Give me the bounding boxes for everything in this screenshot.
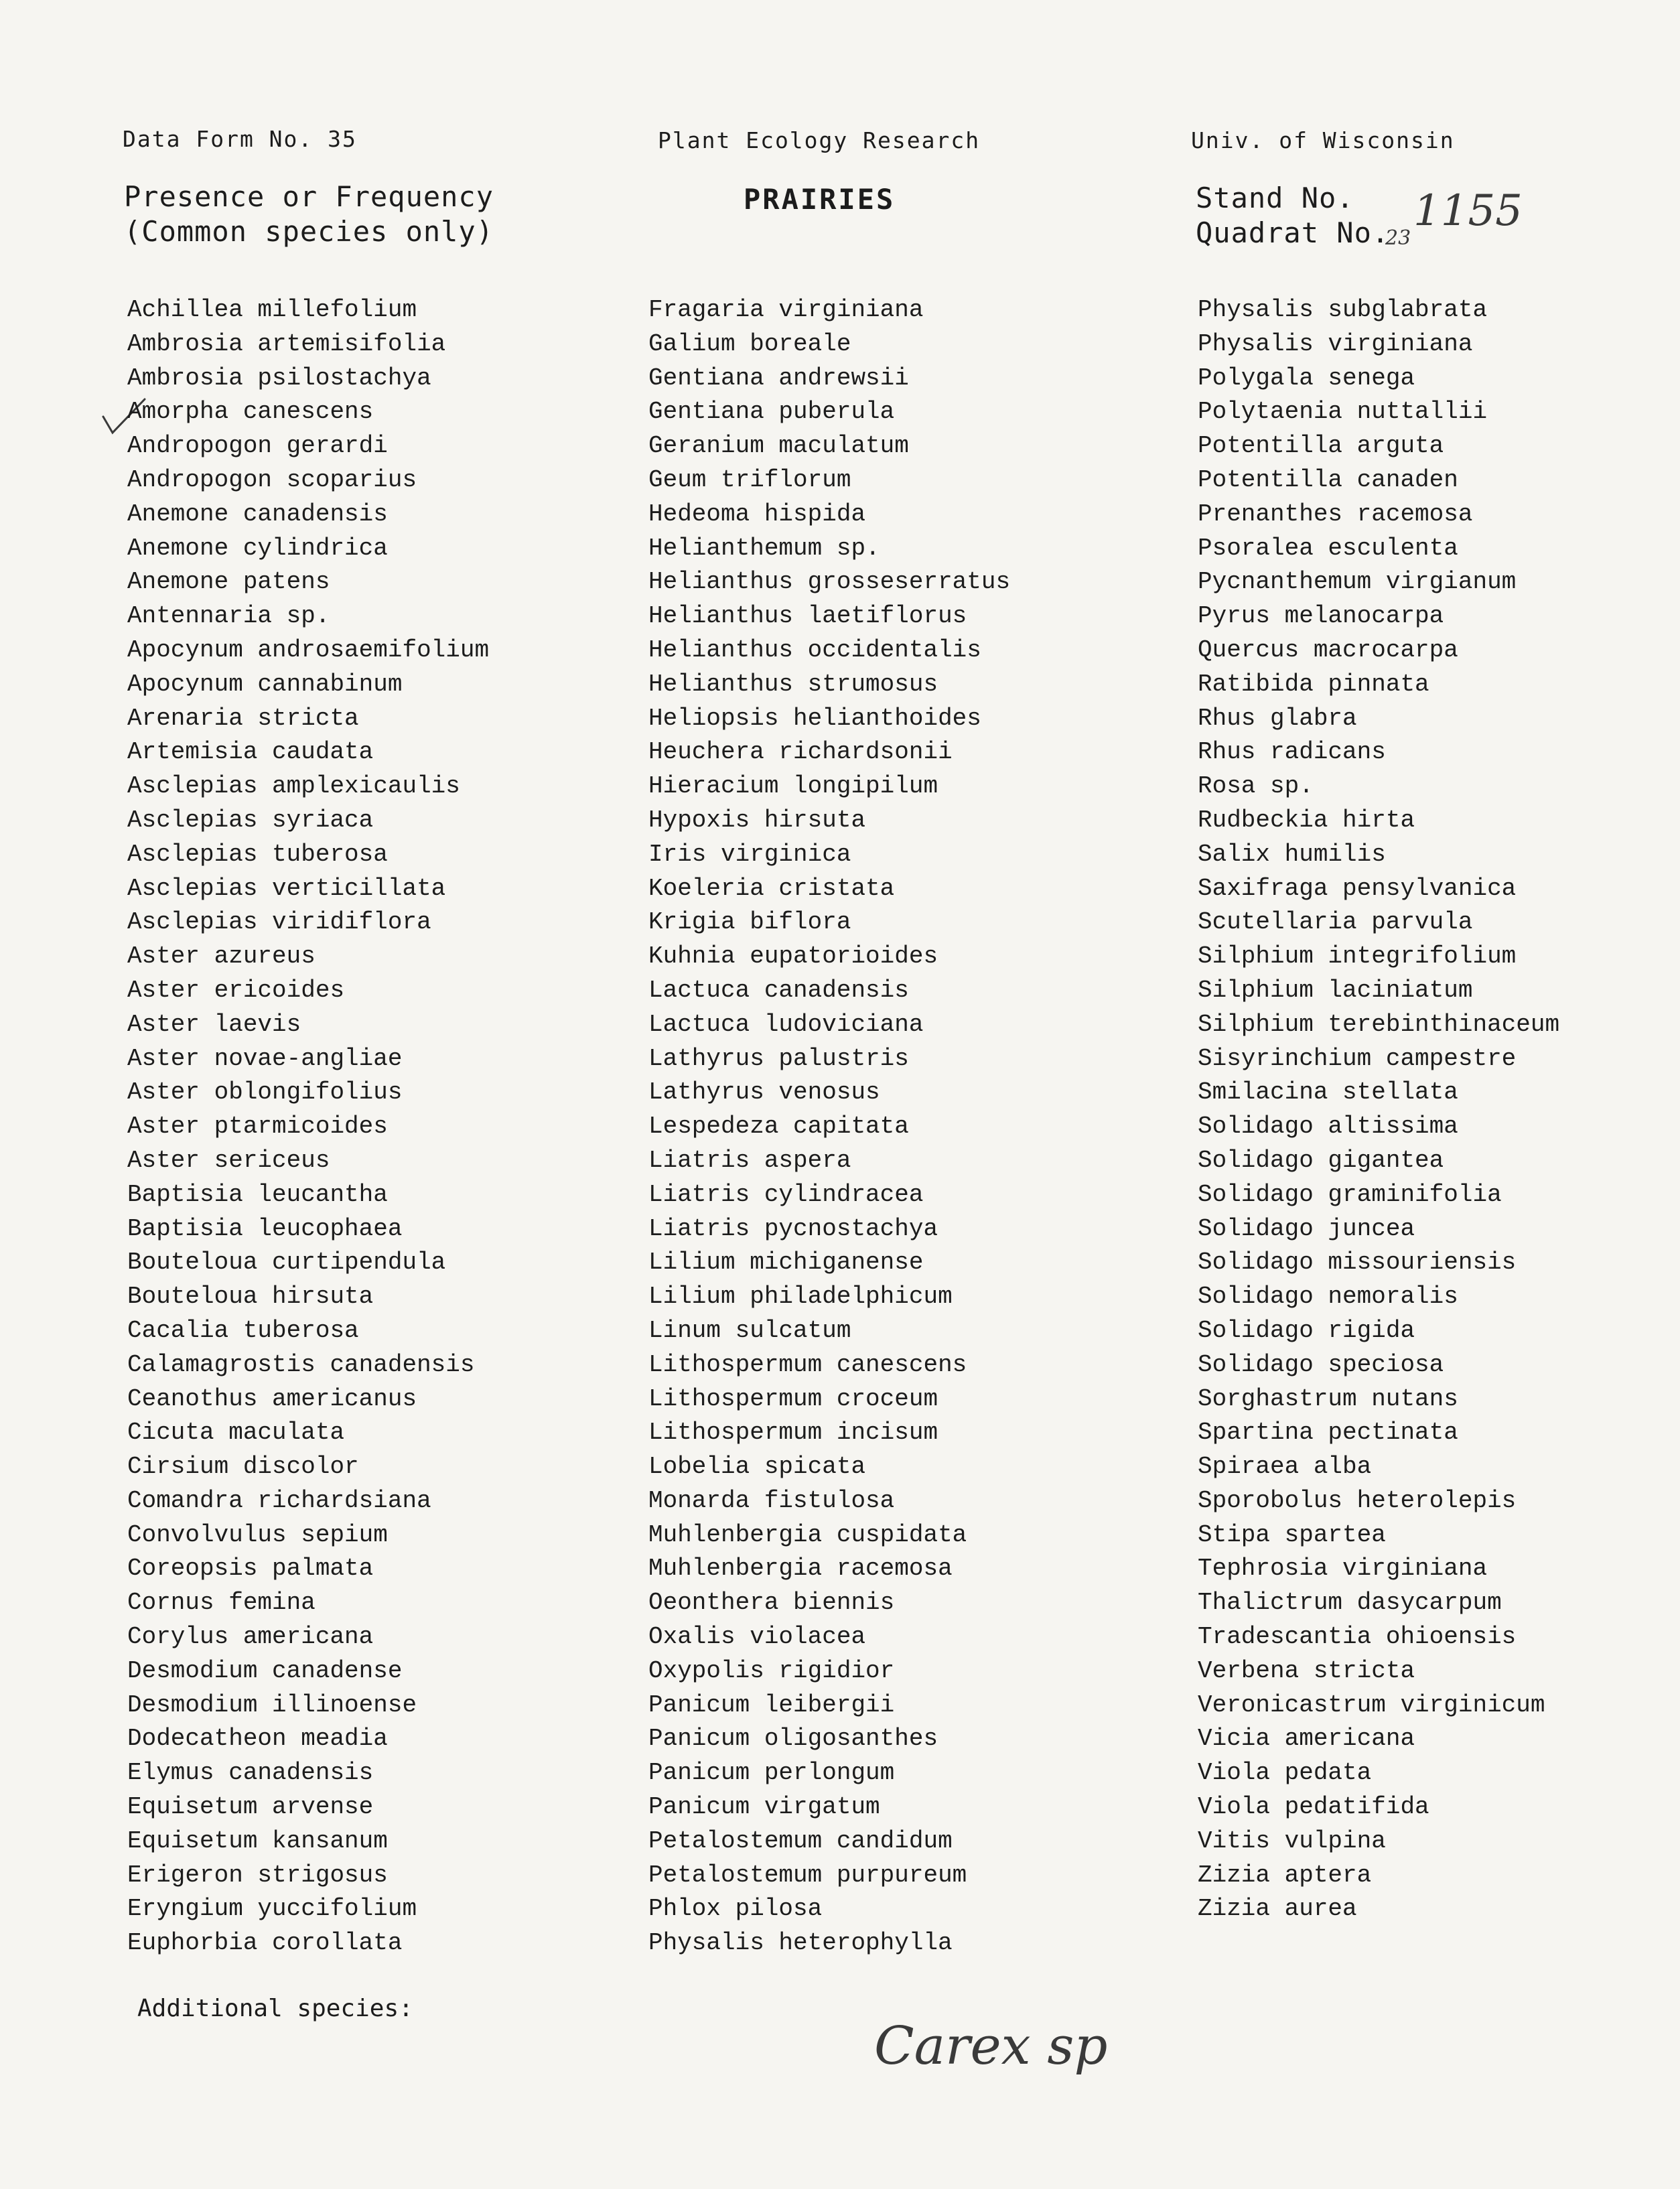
species-item: Helianthus laetiflorus	[648, 602, 967, 630]
species-item: Arenaria stricta	[127, 704, 359, 732]
species-item: Equisetum arvense	[127, 1793, 374, 1821]
species-item: Iris virginica	[648, 840, 851, 868]
species-item: Physalis virginiana	[1198, 330, 1473, 358]
species-item: Panicum virgatum	[648, 1793, 880, 1821]
species-item: Prenanthes racemosa	[1198, 500, 1473, 528]
species-item: Desmodium illinoense	[127, 1691, 417, 1719]
species-item: Sorghastrum nutans	[1198, 1385, 1458, 1413]
prairies-title: PRAIRIES	[744, 183, 896, 216]
species-item: Convolvulus sepium	[127, 1521, 388, 1549]
stand-quadrat-labels: Stand No. Quadrat No.	[1196, 182, 1390, 249]
species-item: Zizia aptera	[1198, 1861, 1372, 1889]
species-item: Hedeoma hispida	[648, 500, 866, 528]
species-item: Asclepias viridiflora	[127, 908, 431, 936]
species-item: Lithospermum canescens	[648, 1350, 967, 1379]
species-item: Aster ericoides	[127, 976, 345, 1004]
species-item: Oxypolis rigidior	[648, 1656, 895, 1685]
species-item: Smilacina stellata	[1198, 1078, 1458, 1107]
species-item: Polytaenia nuttallii	[1198, 398, 1488, 426]
species-item: Panicum perlongum	[648, 1759, 895, 1787]
species-item: Rhus radicans	[1198, 738, 1386, 766]
research-heading: Plant Ecology Research	[658, 127, 981, 153]
species-item: Gentiana puberula	[648, 398, 895, 426]
species-item: Helianthus strumosus	[648, 670, 938, 698]
species-item: Aster laevis	[127, 1010, 301, 1038]
species-item: Lithospermum incisum	[648, 1419, 938, 1447]
species-item: Solidago juncea	[1198, 1214, 1415, 1243]
species-item: Lactuca canadensis	[648, 976, 909, 1004]
species-column-2	[648, 293, 1010, 1961]
presence-frequency-title: Presence or Frequency (Common species only)	[124, 180, 494, 248]
species-item: Kuhnia eupatorioides	[648, 942, 938, 971]
species-item: Gentiana andrewsii	[648, 364, 909, 392]
species-item: Erigeron strigosus	[127, 1861, 388, 1889]
species-item: Pycnanthemum virgianum	[1198, 568, 1517, 596]
species-item: Aster sericeus	[127, 1146, 330, 1174]
species-item: Hypoxis hirsuta	[648, 806, 866, 834]
species-item: Lithospermum croceum	[648, 1385, 938, 1413]
species-item: Vicia americana	[1198, 1725, 1415, 1753]
species-item: Monarda fistulosa	[648, 1486, 895, 1514]
species-item: Cirsium discolor	[127, 1453, 359, 1481]
species-item: Silphium integrifolium	[1198, 942, 1517, 971]
species-item: Zizia aurea	[1198, 1895, 1357, 1923]
species-item: Dodecatheon meadia	[127, 1725, 388, 1753]
species-item: Cornus femina	[127, 1589, 316, 1617]
species-column-3	[1198, 293, 1559, 1926]
species-item: Ambrosia artemisifolia	[127, 330, 446, 358]
species-item: Hieracium longipilum	[648, 772, 938, 800]
species-item: Asclepias verticillata	[127, 874, 446, 902]
species-item: Krigia biflora	[648, 908, 851, 936]
species-item: Psoralea esculenta	[1198, 534, 1458, 562]
species-item: Solidago altissima	[1198, 1113, 1458, 1141]
species-item: Coreopsis palmata	[127, 1555, 374, 1583]
species-item: Tephrosia virginiana	[1198, 1555, 1488, 1583]
species-item: Heliopsis helianthoides	[648, 704, 981, 732]
species-item: Solidago gigantea	[1198, 1146, 1444, 1174]
additional-species-handwritten: Carex sp	[874, 2016, 1108, 2076]
species-item: Achillea millefolium	[127, 296, 417, 324]
species-item: Tradescantia ohioensis	[1198, 1623, 1517, 1651]
additional-species-label: Additional species:	[137, 1995, 413, 2022]
species-item: Solidago speciosa	[1198, 1350, 1444, 1379]
species-item: Lilium philadelphicum	[648, 1283, 953, 1311]
quadrat-number-handwritten: 23	[1385, 226, 1411, 250]
species-item: Euphorbia corollata	[127, 1929, 403, 1957]
species-item: Helianthus grosseserratus	[648, 568, 1011, 596]
species-item: Rudbeckia hirta	[1198, 806, 1415, 834]
species-item: Rosa sp.	[1198, 772, 1314, 800]
species-item: Thalictrum dasycarpum	[1198, 1589, 1502, 1617]
species-item: Koeleria cristata	[648, 874, 895, 902]
species-item: Solidago rigida	[1198, 1316, 1415, 1344]
species-item: Comandra richardsiana	[127, 1486, 431, 1514]
species-item: Spiraea alba	[1198, 1453, 1372, 1481]
species-item: Amorpha canescens	[127, 398, 374, 426]
species-item: Ambrosia psilostachya	[127, 364, 431, 392]
species-item: Cicuta maculata	[127, 1419, 345, 1447]
species-item: Baptisia leucophaea	[127, 1214, 403, 1243]
species-item: Pyrus melanocarpa	[1198, 602, 1444, 630]
species-item: Physalis subglabrata	[1198, 296, 1488, 324]
species-item: Solidago graminifolia	[1198, 1180, 1502, 1208]
species-item: Panicum oligosanthes	[648, 1725, 938, 1753]
species-item: Aster oblongifolius	[127, 1078, 403, 1107]
species-item: Corylus americana	[127, 1623, 374, 1651]
species-item: Oeonthera biennis	[648, 1589, 895, 1617]
species-item: Lespedeza capitata	[648, 1113, 909, 1141]
species-item: Sporobolus heterolepis	[1198, 1486, 1517, 1514]
species-item: Lathyrus palustris	[648, 1044, 909, 1072]
species-item: Muhlenbergia cuspidata	[648, 1521, 967, 1549]
species-item: Lilium michiganense	[648, 1249, 924, 1277]
species-item: Ratibida pinnata	[1198, 670, 1429, 698]
species-item: Linum sulcatum	[648, 1316, 851, 1344]
species-item: Aster azureus	[127, 942, 316, 971]
species-item: Petalostemum purpureum	[648, 1861, 967, 1889]
species-item: Antennaria sp.	[127, 602, 330, 630]
species-item: Solidago missouriensis	[1198, 1249, 1517, 1277]
species-item: Oxalis violacea	[648, 1623, 866, 1651]
species-column-1	[127, 293, 489, 1961]
form-number: Data Form No. 35	[123, 126, 357, 152]
species-item: Anemone canadensis	[127, 500, 388, 528]
species-item: Silphium terebinthinaceum	[1198, 1010, 1560, 1038]
species-item: Lactuca ludoviciana	[648, 1010, 924, 1038]
species-item: Polygala senega	[1198, 364, 1415, 392]
species-item: Scutellaria parvula	[1198, 908, 1473, 936]
species-item: Baptisia leucantha	[127, 1180, 388, 1208]
species-item: Apocynum androsaemifolium	[127, 636, 490, 664]
species-item: Anemone cylindrica	[127, 534, 388, 562]
species-item: Saxifraga pensylvanica	[1198, 874, 1517, 902]
species-item: Solidago nemoralis	[1198, 1283, 1458, 1311]
species-item: Quercus macrocarpa	[1198, 636, 1458, 664]
species-item: Andropogon scoparius	[127, 466, 417, 494]
species-item: Stipa spartea	[1198, 1521, 1386, 1549]
species-item: Phlox pilosa	[648, 1895, 823, 1923]
species-item: Viola pedata	[1198, 1759, 1372, 1787]
species-item: Artemisia caudata	[127, 738, 374, 766]
species-item: Rhus glabra	[1198, 704, 1357, 732]
species-item: Veronicastrum virginicum	[1198, 1691, 1545, 1719]
species-item: Liatris pycnostachya	[648, 1214, 938, 1243]
species-item: Helianthemum sp.	[648, 534, 880, 562]
species-item: Muhlenbergia racemosa	[648, 1555, 953, 1583]
species-item: Elymus canadensis	[127, 1759, 374, 1787]
university-heading: Univ. of Wisconsin	[1191, 127, 1455, 153]
species-item: Panicum leibergii	[648, 1691, 895, 1719]
species-item: Salix humilis	[1198, 840, 1386, 868]
species-item: Fragaria virginiana	[648, 296, 924, 324]
species-item: Equisetum kansanum	[127, 1827, 388, 1855]
species-item: Silphium laciniatum	[1198, 976, 1473, 1004]
species-item: Liatris cylindracea	[648, 1180, 924, 1208]
species-item: Desmodium canadense	[127, 1656, 403, 1685]
species-item: Petalostemum candidum	[648, 1827, 953, 1855]
species-item: Lathyrus venosus	[648, 1078, 880, 1107]
species-item: Vitis vulpina	[1198, 1827, 1386, 1855]
species-item: Eryngium yuccifolium	[127, 1895, 417, 1923]
species-item: Sisyrinchium campestre	[1198, 1044, 1517, 1072]
species-item: Lobelia spicata	[648, 1453, 866, 1481]
species-item: Aster ptarmicoides	[127, 1113, 388, 1141]
species-item: Cacalia tuberosa	[127, 1316, 359, 1344]
species-item: Asclepias syriaca	[127, 806, 374, 834]
species-item: Galium boreale	[648, 330, 851, 358]
stand-number-handwritten: 1155	[1413, 186, 1523, 236]
species-item: Geranium maculatum	[648, 432, 909, 460]
species-item: Apocynum cannabinum	[127, 670, 403, 698]
species-item: Asclepias amplexicaulis	[127, 772, 460, 800]
species-item: Verbena stricta	[1198, 1656, 1415, 1685]
species-item: Physalis heterophylla	[648, 1929, 953, 1957]
species-item: Potentilla canaden	[1198, 466, 1458, 494]
species-item: Anemone patens	[127, 568, 330, 596]
species-item: Aster novae-angliae	[127, 1044, 403, 1072]
species-item: Andropogon gerardi	[127, 432, 388, 460]
species-item: Asclepias tuberosa	[127, 840, 388, 868]
species-item: Helianthus occidentalis	[648, 636, 981, 664]
species-item: Potentilla arguta	[1198, 432, 1444, 460]
species-item: Liatris aspera	[648, 1146, 851, 1174]
species-item: Viola pedatifida	[1198, 1793, 1429, 1821]
species-item: Bouteloua curtipendula	[127, 1249, 446, 1277]
species-item: Heuchera richardsonii	[648, 738, 953, 766]
species-item: Spartina pectinata	[1198, 1419, 1458, 1447]
species-item: Geum triflorum	[648, 466, 851, 494]
species-item: Calamagrostis canadensis	[127, 1350, 475, 1379]
species-item: Bouteloua hirsuta	[127, 1283, 374, 1311]
species-item: Ceanothus americanus	[127, 1385, 417, 1413]
